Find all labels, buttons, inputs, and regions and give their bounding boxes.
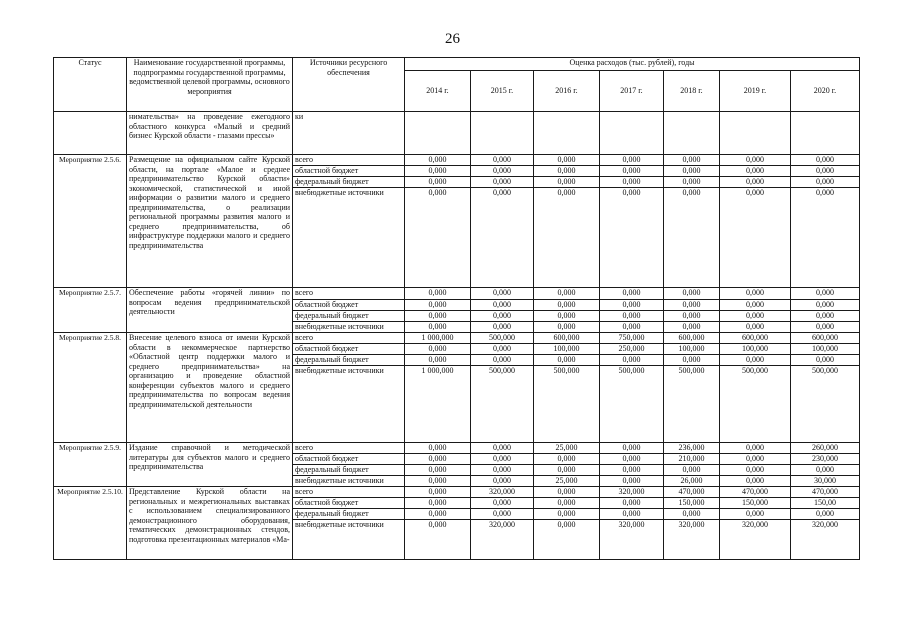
expense-value: 0,000 xyxy=(534,454,600,465)
expense-value: 0,000 xyxy=(791,177,860,188)
expense-value: 500,000 xyxy=(534,366,600,443)
expense-value: 0,000 xyxy=(664,355,720,366)
expense-value: 0,000 xyxy=(600,188,664,288)
expense-value: 0,000 xyxy=(664,311,720,322)
expense-value: 500,000 xyxy=(471,366,534,443)
expense-value: 0,000 xyxy=(471,300,534,311)
expense-value: 0,000 xyxy=(720,188,791,288)
expense-value: 0,000 xyxy=(405,443,471,454)
expense-value: 0,000 xyxy=(720,322,791,333)
expense-value: 0,000 xyxy=(720,465,791,476)
expense-value: 0,000 xyxy=(471,177,534,188)
expense-value: 0,000 xyxy=(471,166,534,177)
expense-value: 0,000 xyxy=(405,487,471,498)
expense-value: 470,000 xyxy=(791,487,860,498)
expense-value: 0,000 xyxy=(534,520,600,560)
expense-value: 0,000 xyxy=(600,155,664,166)
expense-value: 0,000 xyxy=(471,355,534,366)
expense-value: 0,000 xyxy=(471,454,534,465)
expense-value: 470,000 xyxy=(664,487,720,498)
empty-cell xyxy=(405,112,471,155)
expense-value: 320,000 xyxy=(600,487,664,498)
header-year: 2019 г. xyxy=(720,71,791,112)
expense-value: 0,000 xyxy=(405,177,471,188)
empty-cell xyxy=(791,112,860,155)
funding-source: областной бюджет xyxy=(293,166,405,177)
expense-value: 0,000 xyxy=(405,288,471,300)
expense-value: 0,000 xyxy=(405,520,471,560)
expense-value: 100,000 xyxy=(720,344,791,355)
expense-value: 500,000 xyxy=(600,366,664,443)
measure-row xyxy=(54,155,860,166)
expense-value: 150,000 xyxy=(720,498,791,509)
expense-value: 0,000 xyxy=(405,454,471,465)
expense-value: 0,000 xyxy=(534,487,600,498)
header-year: 2015 г. xyxy=(471,71,534,112)
funding-source: всего xyxy=(293,333,405,344)
expense-value: 600,000 xyxy=(791,333,860,344)
expense-value: 0,000 xyxy=(405,322,471,333)
expense-value: 0,000 xyxy=(720,311,791,322)
header-name: Наименование государственной программы, подпрограммы государственной программы, ведомственной целевой программы, основного мероприятия xyxy=(127,58,293,112)
expense-value: 0,000 xyxy=(664,509,720,520)
expense-value: 0,000 xyxy=(720,166,791,177)
expense-value: 320,000 xyxy=(471,487,534,498)
expense-value: 0,000 xyxy=(791,288,860,300)
expense-value: 600,000 xyxy=(534,333,600,344)
expense-value: 0,000 xyxy=(405,465,471,476)
expense-value: 0,000 xyxy=(791,509,860,520)
funding-source: федеральный бюджет xyxy=(293,311,405,322)
expense-value: 0,000 xyxy=(534,465,600,476)
funding-source: внебюджетные источники xyxy=(293,188,405,288)
measure-row xyxy=(54,288,860,300)
expense-value: 0,000 xyxy=(720,177,791,188)
expense-value: 100,000 xyxy=(791,344,860,355)
expense-value: 0,000 xyxy=(791,188,860,288)
expense-value: 0,000 xyxy=(471,344,534,355)
funding-source: областной бюджет xyxy=(293,344,405,355)
expense-value: 236,000 xyxy=(664,443,720,454)
measure-status: Мероприятие 2.5.9. xyxy=(54,443,127,487)
expense-value: 0,000 xyxy=(664,166,720,177)
expense-value: 0,000 xyxy=(664,322,720,333)
expense-value: 0,000 xyxy=(405,344,471,355)
expense-value: 26,000 xyxy=(664,476,720,487)
expense-value: 320,000 xyxy=(664,520,720,560)
expense-value: 500,000 xyxy=(791,366,860,443)
expense-value: 250,000 xyxy=(600,344,664,355)
empty-cell xyxy=(471,112,534,155)
header-status: Статус xyxy=(54,58,127,112)
measure-name: Издание справочной и методической литературы для субъектов малого и среднего предпринимательства xyxy=(127,443,293,487)
expense-value: 150,000 xyxy=(664,498,720,509)
expense-value: 0,000 xyxy=(791,465,860,476)
expense-value: 0,000 xyxy=(600,355,664,366)
expense-value: 0,000 xyxy=(471,465,534,476)
expense-value: 0,000 xyxy=(534,311,600,322)
expense-value: 0,000 xyxy=(405,300,471,311)
continuation-row xyxy=(54,112,860,155)
expense-value: 25,000 xyxy=(534,443,600,454)
expense-value: 100,000 xyxy=(664,344,720,355)
expense-value: 0,000 xyxy=(600,454,664,465)
expense-value: 0,000 xyxy=(471,155,534,166)
expense-value: 25,000 xyxy=(534,476,600,487)
expense-value: 0,000 xyxy=(664,188,720,288)
expense-value: 600,000 xyxy=(720,333,791,344)
expense-value: 0,000 xyxy=(405,155,471,166)
expense-value: 470,000 xyxy=(720,487,791,498)
expense-value: 0,000 xyxy=(534,498,600,509)
expense-value: 1 000,000 xyxy=(405,333,471,344)
funding-source: федеральный бюджет xyxy=(293,355,405,366)
expense-value: 600,000 xyxy=(664,333,720,344)
funding-source: федеральный бюджет xyxy=(293,465,405,476)
header-year: 2020 г. xyxy=(791,71,860,112)
expense-value: 0,000 xyxy=(600,311,664,322)
expense-value: 0,000 xyxy=(405,188,471,288)
measure-row xyxy=(54,443,860,454)
expense-value: 0,000 xyxy=(791,355,860,366)
header-expenses: Оценка расходов (тыс. рублей), годы xyxy=(405,58,860,71)
expense-value: 0,000 xyxy=(471,322,534,333)
expense-value: 100,000 xyxy=(534,344,600,355)
expense-value: 0,000 xyxy=(534,177,600,188)
expense-value: 0,000 xyxy=(471,288,534,300)
expense-value: 0,000 xyxy=(791,311,860,322)
measure-name: Размещение на официальном сайте Курской области, на портале «Малое и среднее предпринимательство Курской области» экономической, статистической и иной информации о развитии малого и среднего предпринимательства, о реализации региональной программы развития малого и среднего предпринимательства, об инфраструктуре поддержки малого и среднего предпринимательства xyxy=(127,155,293,288)
expense-value: 0,000 xyxy=(720,288,791,300)
expense-value: 320,000 xyxy=(791,520,860,560)
expense-value: 0,000 xyxy=(664,177,720,188)
measure-status: Мероприятие 2.5.10. xyxy=(54,487,127,560)
expense-value: 0,000 xyxy=(600,288,664,300)
expense-value: 0,000 xyxy=(471,443,534,454)
header-row xyxy=(54,58,860,71)
expense-value: 0,000 xyxy=(720,355,791,366)
expense-value: 0,000 xyxy=(720,454,791,465)
expense-value: 0,000 xyxy=(664,288,720,300)
expense-value: 500,000 xyxy=(664,366,720,443)
expense-value: 0,000 xyxy=(600,509,664,520)
expense-value: 0,000 xyxy=(405,498,471,509)
expense-value: 0,000 xyxy=(534,322,600,333)
measure-status: Мероприятие 2.5.7. xyxy=(54,288,127,333)
expense-value: 0,000 xyxy=(600,476,664,487)
expense-value: 150,00 xyxy=(791,498,860,509)
empty-cell xyxy=(600,112,664,155)
expense-value: 0,000 xyxy=(534,155,600,166)
funding-source: федеральный бюджет xyxy=(293,509,405,520)
measure-name: Представление Курской области на региональных и межрегиональных выставках с использованием специализированного демонстрационного оборудования, тематических демонстрационных стендов, подготовка презентационных материалов «Ма- xyxy=(127,487,293,560)
expense-value: 0,000 xyxy=(471,498,534,509)
expense-value: 0,000 xyxy=(600,443,664,454)
continuation-name: нимательства» на проведение ежегодного областного конкурса «Малый и средний бизнес Курской области - глазами прессы» xyxy=(127,112,293,155)
expense-value: 0,000 xyxy=(791,322,860,333)
measure-status: Мероприятие 2.5.8. xyxy=(54,333,127,443)
funding-source: федеральный бюджет xyxy=(293,177,405,188)
budget-table xyxy=(53,57,860,560)
expense-value: 0,000 xyxy=(720,300,791,311)
expense-value: 0,000 xyxy=(471,311,534,322)
expense-value: 500,000 xyxy=(720,366,791,443)
expense-value: 0,000 xyxy=(534,355,600,366)
expense-value: 260,000 xyxy=(791,443,860,454)
funding-source: всего xyxy=(293,288,405,300)
header-source: Источники ресурсного обеспечения xyxy=(293,58,405,112)
measure-status: Мероприятие 2.5.6. xyxy=(54,155,127,288)
funding-source: внебюджетные источники xyxy=(293,476,405,487)
funding-source: внебюджетные источники xyxy=(293,520,405,560)
expense-value: 30,000 xyxy=(791,476,860,487)
expense-value: 0,000 xyxy=(534,288,600,300)
funding-source: областной бюджет xyxy=(293,498,405,509)
expense-value: 0,000 xyxy=(471,188,534,288)
empty-cell xyxy=(720,112,791,155)
expense-value: 0,000 xyxy=(720,155,791,166)
expense-value: 0,000 xyxy=(600,465,664,476)
expense-value: 0,000 xyxy=(600,498,664,509)
expense-value: 0,000 xyxy=(534,166,600,177)
continuation-source: ки xyxy=(293,112,405,155)
funding-source: внебюджетные источники xyxy=(293,322,405,333)
header-year: 2016 г. xyxy=(534,71,600,112)
expense-value: 0,000 xyxy=(534,188,600,288)
measure-row xyxy=(54,333,860,344)
expense-value: 0,000 xyxy=(791,155,860,166)
expense-value: 500,000 xyxy=(471,333,534,344)
expense-value: 0,000 xyxy=(405,355,471,366)
funding-source: всего xyxy=(293,487,405,498)
funding-source: внебюджетные источники xyxy=(293,366,405,443)
empty-cell xyxy=(664,112,720,155)
expense-value: 0,000 xyxy=(791,300,860,311)
page-number: 26 xyxy=(445,31,460,47)
expense-value: 0,000 xyxy=(405,166,471,177)
expense-value: 0,000 xyxy=(405,476,471,487)
expense-value: 0,000 xyxy=(405,311,471,322)
expense-value: 0,000 xyxy=(664,465,720,476)
expense-value: 320,000 xyxy=(720,520,791,560)
expense-value: 0,000 xyxy=(664,300,720,311)
expense-value: 750,000 xyxy=(600,333,664,344)
expense-value: 230,000 xyxy=(791,454,860,465)
funding-source: всего xyxy=(293,443,405,454)
header-year: 2018 г. xyxy=(664,71,720,112)
expense-value: 0,000 xyxy=(600,322,664,333)
expense-value: 0,000 xyxy=(600,177,664,188)
expense-value: 0,000 xyxy=(534,300,600,311)
funding-source: областной бюджет xyxy=(293,300,405,311)
expense-value: 0,000 xyxy=(534,509,600,520)
expense-value: 0,000 xyxy=(471,476,534,487)
header-year: 2014 г. xyxy=(405,71,471,112)
expense-value: 0,000 xyxy=(405,509,471,520)
expense-value: 320,000 xyxy=(471,520,534,560)
measure-name: Обеспечение работы «горячей линии» по вопросам ведения предпринимательской деятельности xyxy=(127,288,293,333)
expense-value: 0,000 xyxy=(720,476,791,487)
expense-value: 1 000,000 xyxy=(405,366,471,443)
expense-value: 0,000 xyxy=(600,300,664,311)
expense-value: 0,000 xyxy=(600,166,664,177)
expense-value: 0,000 xyxy=(664,155,720,166)
expense-value: 0,000 xyxy=(720,509,791,520)
expense-value: 0,000 xyxy=(471,509,534,520)
expense-value: 0,000 xyxy=(720,443,791,454)
header-year: 2017 г. xyxy=(600,71,664,112)
expense-value: 210,000 xyxy=(664,454,720,465)
expense-value: 0,000 xyxy=(791,166,860,177)
funding-source: всего xyxy=(293,155,405,166)
measure-name: Внесение целевого взноса от имени Курской области в некоммерческое партнерство «Областной центр поддержки малого и среднего предпринимательства» на организацию и проведение областной конференции субъектов малого и среднего предпринимательства по вопросам ведения предпринимательской деятельности xyxy=(127,333,293,443)
expense-value: 320,000 xyxy=(600,520,664,560)
empty-cell xyxy=(534,112,600,155)
funding-source: областной бюджет xyxy=(293,454,405,465)
continuation-status xyxy=(54,112,127,155)
measure-row xyxy=(54,487,860,498)
